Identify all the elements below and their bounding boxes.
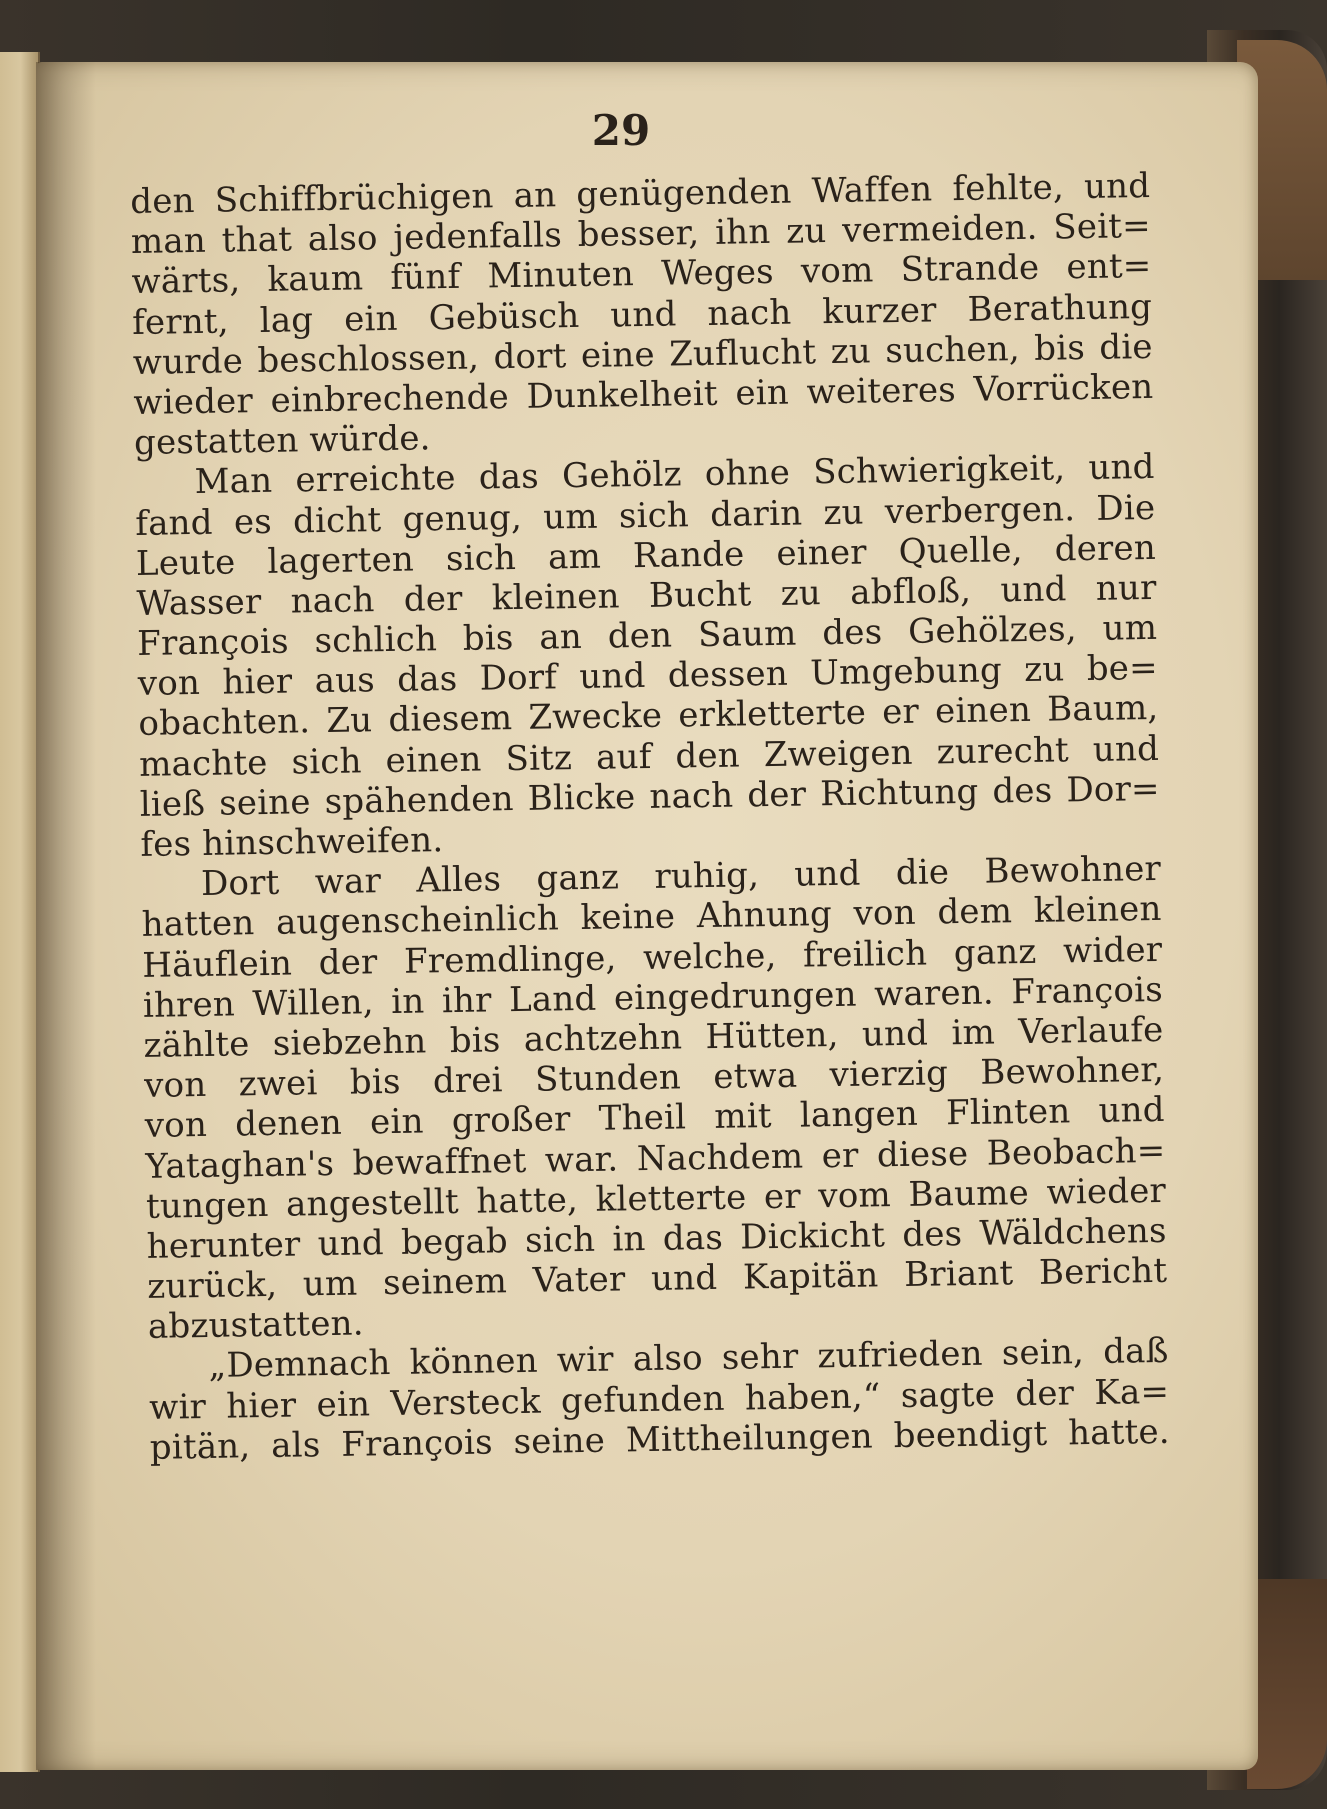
text-line: von denen ein großer Theil mit langen Flinten und [144, 1090, 1166, 1147]
text-line: von hier aus das Dorf und dessen Umgebung zu be= [137, 648, 1159, 705]
text-line: Häuflein der Fremdlinge, welche, freilich ganz wider [141, 929, 1163, 986]
text-line: man that also jedenfalls besser, ihn zu vermeiden. Seit= [130, 206, 1152, 263]
text-line: Leute lagerten sich am Rande einer Quelle, deren [135, 527, 1157, 584]
text-line: tungen angestellt hatte, kletterte er vom Baume wieder [145, 1170, 1167, 1227]
page-number: 29 [591, 106, 651, 155]
text-line: Wasser nach der kleinen Bucht zu abfloß, und nur [136, 567, 1157, 624]
text-line: wärts, kaum fünf Minuten Weges vom Strande ent= [131, 246, 1152, 303]
text-line: Yataghan's bewaffnet war. Nachdem er diese Beobach= [145, 1130, 1166, 1187]
facing-page-edge [0, 52, 40, 1772]
text-line: zurück, um seinem Vater und Kapitän Briant Bericht [147, 1250, 1168, 1307]
body-text [130, 166, 1170, 1468]
text-line: herunter und begab sich in das Dickicht des Wäldchens [146, 1210, 1167, 1267]
text-line: wurde beschlossen, dort eine Zuflucht zu suchen, bis die [132, 326, 1154, 383]
text-line: wieder einbrechende Dunkelheit ein weiteres Vorrücken [133, 366, 1154, 423]
text-line: abzustatten. [147, 1303, 365, 1348]
paragraph-start: Man erreichte das Gehölz ohne Schwierigkeit, und [194, 447, 1155, 503]
text-line: ließ seine spähenden Blicke nach der Richtung des Dor= [139, 768, 1160, 825]
text-line: pitän, als François seine Mittheilungen beendigt hatte. [149, 1411, 1171, 1468]
text-line: gestatten würde. [133, 418, 431, 464]
text-line: obachten. Zu diesem Zwecke erkletterte er einen Baum, [138, 688, 1159, 745]
text-line: von zwei bis drei Stunden etwa vierzig Bewohner, [143, 1049, 1165, 1107]
text-line: zählte siebzehn bis achtzehn Hütten, und im Verlaufe [143, 1009, 1164, 1066]
text-line: hatten augenscheinlich keine Ahnung von dem kleinen [141, 889, 1162, 946]
page-gutter-shadow [36, 62, 96, 1770]
text-line: den Schiffbrüchigen an genügenden Waffen fehlte, und [130, 165, 1151, 222]
text-line: fernt, lag ein Gebüsch und nach kurzer Berathung [131, 286, 1153, 343]
text-line: machte sich einen Sitz auf den Zweigen zurecht und [138, 728, 1160, 785]
paragraph-start: „Demnach können wir also sehr zufrieden sein, daß [208, 1331, 1169, 1387]
text-line: fes hinschweifen. [140, 820, 444, 865]
text-line: fand es dicht genug, um sich darin zu verbergen. Die [135, 487, 1156, 544]
text-line: wir hier ein Versteck gefunden haben,“ sagte der Ka= [148, 1371, 1170, 1428]
cover-corner-bottom [1247, 1579, 1327, 1789]
book-page [36, 62, 1258, 1770]
paragraph-start: Dort war Alles ganz ruhig, und die Bewohner [200, 849, 1162, 905]
text-line: François schlich bis an den Saum des Gehölzes, um [136, 607, 1158, 665]
text-line: ihren Willen, in ihr Land eingedrungen waren. François [142, 969, 1164, 1026]
